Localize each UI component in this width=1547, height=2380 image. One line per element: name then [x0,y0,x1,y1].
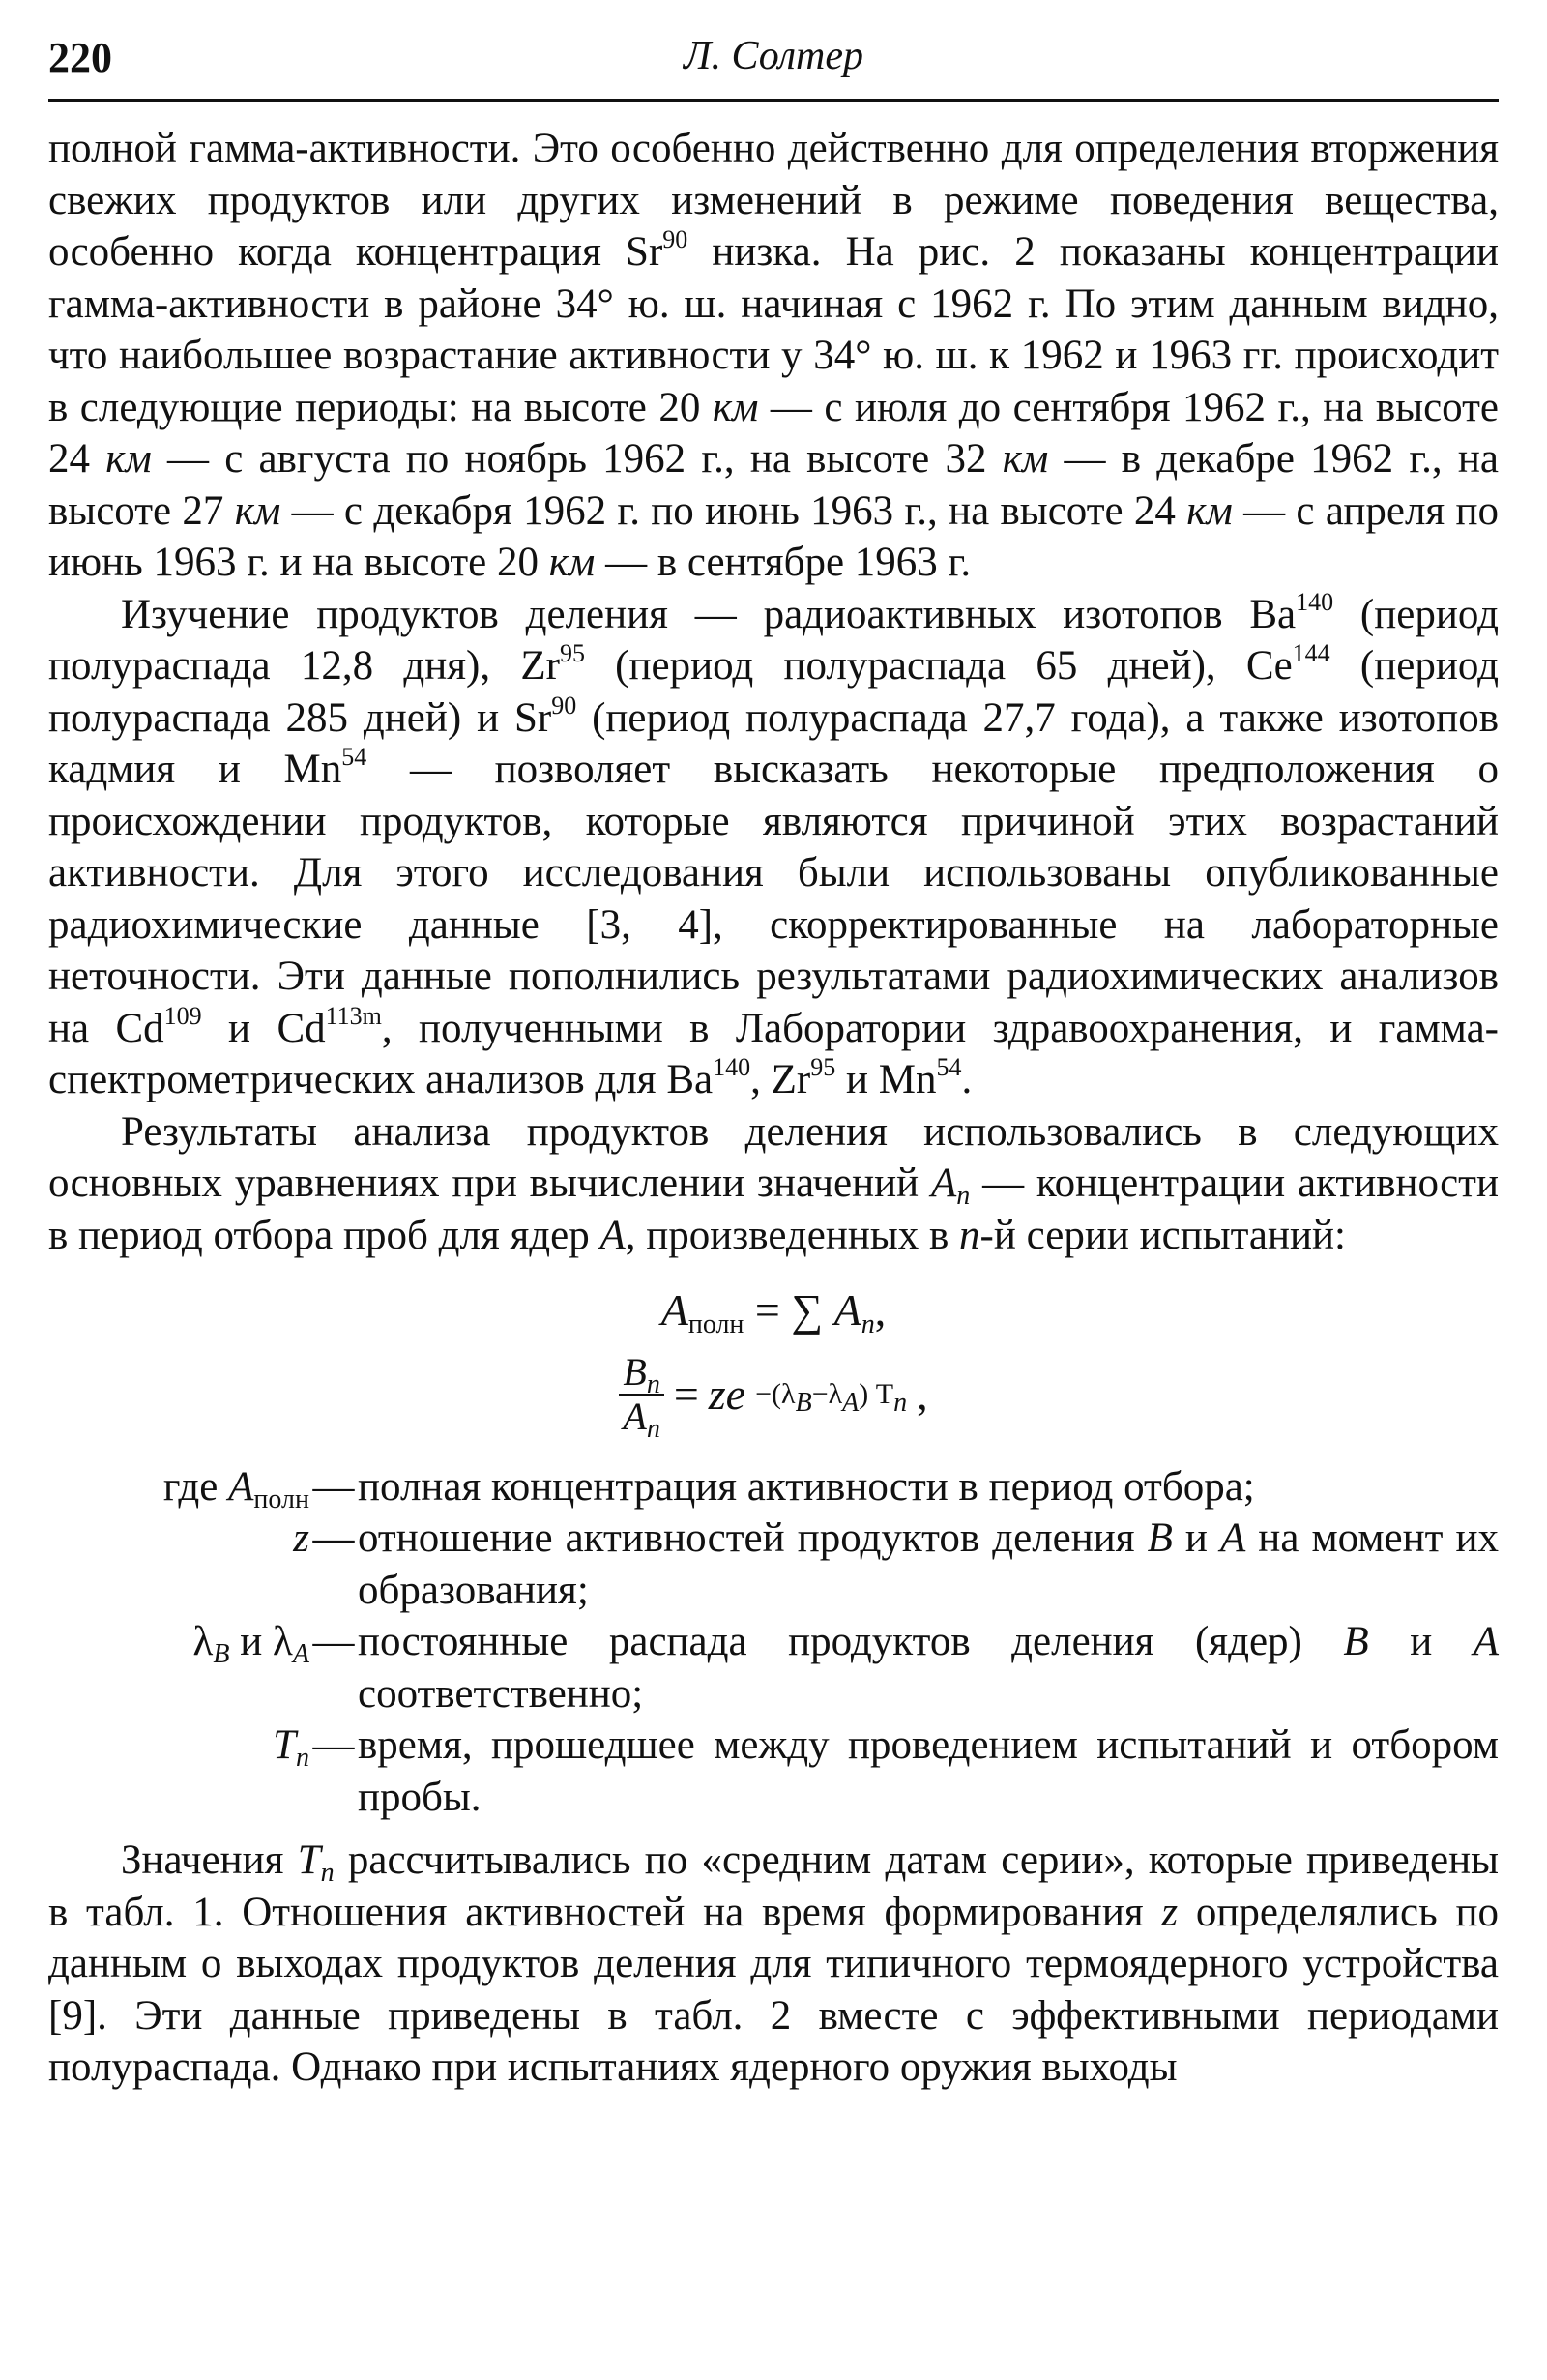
paragraph-2: Изучение продуктов деления — радиоактивных изотопов Ba$^{140}$ (период полураспада 12,8 дня), Zr$^{95}$ (период полураспада 65 дней), Ce$^{144}$ (период полураспада 285 дней) и Sr$^{90}$ (период полураспада 27,7 года), а также изотопов кадмия и Mn$^{54}$ — позволяет высказать некоторые предположения о происхождении продуктов, которые являются причиной этих возрастаний активности. Для этого исследования были использованы опубликованные радиохимические данные [3, 4], скорректированные на лабораторные неточности. Эти данные пополнились результатами радиохимических анализов на Cd$^{109}$ и $Cd^{113m}$, полученными в Лаборатории здравоохранения, и гамма-спектрометрических анализов для Ba$^{140}$, Zr$^{95}$ и Mn$^{54}$. [48,587,1499,1102]
page-number: 220 [48,34,112,81]
def-term-lambdas: $\lambda_B$ и $\lambda_A$ [192,1619,309,1669]
def-desc-z: отношение активностей продуктов деления B и A на момент их образования; [358,1515,1499,1613]
equation-total: $A_{полн}$ = ∑ $A_n$, [660,1285,887,1339]
def-desc-a-total: полная концентрация активности в период отбора; [358,1463,1255,1510]
def-term-z: z [293,1515,309,1561]
fraction-b-over-a: $\frac{B_n}{A_n}$ [619,1351,663,1438]
definitions-list: где $A_{полн}$ — полная концентрация активности в период отбора; z — отношение активностей продуктов деления B и A на момент их образования; $\lambda_B$ и $\lambda_A$ — постоянные распада продуктов деления (ядер) B и A соответственно; $T_n$ — время, прошедшее между проведением испытаний и отбором пробы. [48,1461,1499,1824]
def-term-a-total: где $A_{полн}$ [162,1463,309,1514]
paragraph-3: Результаты анализа продуктов деления использовались в следующих основных уравнениях при вычислении значений $A_n$ — концентрации активности в период отбора проб для ядер A, произведенных в n-й серии испытаний: [48,1108,1499,1258]
paragraph-1: полной гамма-активности. Это особенно действенно для определения вторжения свежих продуктов или других изменений в режиме поведения вещества, особенно когда концентрация Sr$^{90}$ низка. На рис. 2 показаны концентрации гамма-активности в районе 34° ю. ш. начиная с 1962 г. По этим данным видно, что наибольшее возрастание активности у 34° ю. ш. к 1962 и 1963 гг. происходит в следующие периоды: на высоте 20 км — с июля до сентября 1962 г., на высоте 24 км — с августа по ноябрь 1962 г., на высоте 32 км — в декабре 1962 г., на высоте 27 км — с декабря 1962 г. по июнь 1963 г., на высоте 24 км — с апреля по июнь 1963 г. и на высоте 20 км — в сентябре 1963 г. [48,126,1500,585]
def-desc-tn: время, прошедшее между проведением испытаний и отбором пробы. [358,1722,1499,1820]
running-title: Л. Солтер [684,34,863,78]
equations [48,1284,1499,1444]
paragraph-4: Значения $T_n$ рассчитывались по «средним датам серии», которые приведены в табл. 1. Отношения активностей на время формирования z определялись по данным о выходах продуктов деления для типичного термоядерного устройства [9]. Эти данные приведены в табл. 2 вместе с эффективными периодами полураспада. Однако при испытаниях ядерного оружия выходы [48,1837,1499,2090]
body-text [48,123,1499,2094]
def-desc-lambdas: постоянные распада продуктов деления (ядер) B и A соответственно; [358,1619,1500,1717]
equation-ratio: $\frac{B_n}{A_n}$ = ze $-(\lambda_B-\lambda_A)$ $T_n$ , [619,1351,927,1438]
page-header [48,29,1499,102]
def-term-tn: $T_n$ [273,1722,309,1773]
